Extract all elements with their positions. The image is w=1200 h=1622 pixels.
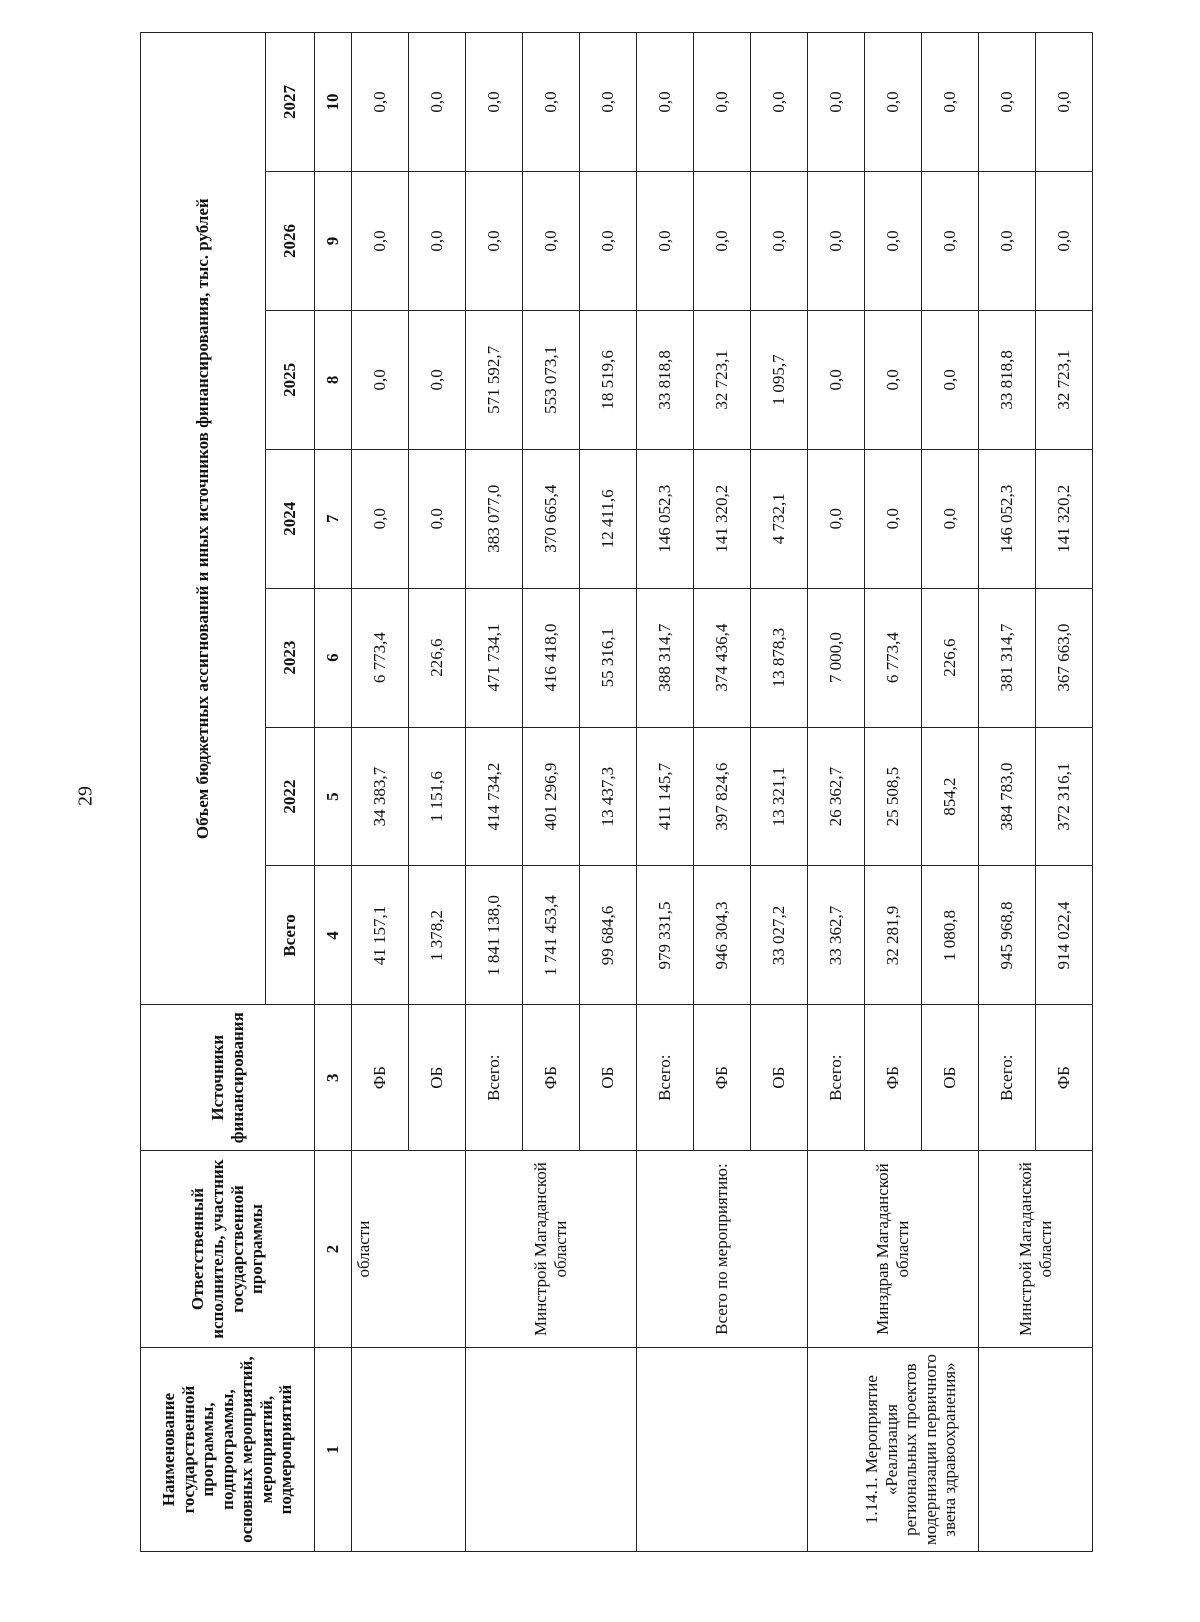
value-cell: 0,0 [922, 172, 979, 311]
value-cell: 55 316,1 [580, 588, 637, 727]
value-cell: 414 734,2 [466, 727, 523, 866]
page-number: 29 [74, 786, 97, 806]
value-cell: 0,0 [1036, 33, 1093, 172]
index-cell: 6 [315, 588, 352, 727]
value-cell: 0,0 [808, 33, 865, 172]
source-cell: Всего: [808, 1005, 865, 1151]
value-cell: 6 773,4 [865, 588, 922, 727]
measure-name-cell [352, 1348, 466, 1552]
value-cell: 141 320,2 [1036, 449, 1093, 588]
value-cell: 0,0 [466, 172, 523, 311]
value-cell: 1 741 453,4 [523, 866, 580, 1005]
value-cell: 25 508,5 [865, 727, 922, 866]
value-cell: 226,6 [922, 588, 979, 727]
value-cell: 0,0 [694, 33, 751, 172]
year-header: 2022 [266, 727, 315, 866]
col-source-header: Источники финансирования [141, 1005, 315, 1151]
value-cell: 397 824,6 [694, 727, 751, 866]
value-cell: 945 968,8 [979, 866, 1036, 1005]
value-cell: 0,0 [865, 33, 922, 172]
executor-cell: области [352, 1151, 466, 1348]
value-cell: 0,0 [922, 310, 979, 449]
value-cell: 854,2 [922, 727, 979, 866]
value-cell: 0,0 [352, 172, 409, 311]
value-cell: 141 320,2 [694, 449, 751, 588]
index-cell: 8 [315, 310, 352, 449]
rotated-table-wrapper [140, 32, 1074, 1552]
value-cell: 7 000,0 [808, 588, 865, 727]
value-cell: 1 080,8 [922, 866, 979, 1005]
value-cell: 0,0 [751, 172, 808, 311]
year-header: Всего [266, 866, 315, 1005]
value-cell: 0,0 [1036, 172, 1093, 311]
value-cell: 34 383,7 [352, 727, 409, 866]
index-cell: 3 [315, 1005, 352, 1151]
value-cell: 13 437,3 [580, 727, 637, 866]
index-cell: 4 [315, 866, 352, 1005]
executor-cell: Всего по мероприятию: [637, 1151, 808, 1348]
source-cell: ОБ [922, 1005, 979, 1151]
value-cell: 146 052,3 [979, 449, 1036, 588]
value-cell: 33 027,2 [751, 866, 808, 1005]
value-cell: 0,0 [808, 310, 865, 449]
value-cell: 0,0 [751, 33, 808, 172]
col-executor-header: Ответственный исполнитель, участник государственной программы [141, 1151, 315, 1348]
source-cell: ФБ [1036, 1005, 1093, 1151]
value-cell: 0,0 [694, 172, 751, 311]
executor-cell: Минстрой Магаданской области [979, 1151, 1093, 1348]
value-cell: 33 818,8 [979, 310, 1036, 449]
source-cell: Всего: [979, 1005, 1036, 1151]
value-cell: 0,0 [637, 172, 694, 311]
source-cell: Всего: [466, 1005, 523, 1151]
value-cell: 0,0 [808, 172, 865, 311]
value-cell: 1 841 138,0 [466, 866, 523, 1005]
year-header: 2027 [266, 33, 315, 172]
value-cell: 26 362,7 [808, 727, 865, 866]
table-row [979, 33, 1036, 1552]
value-cell: 226,6 [409, 588, 466, 727]
value-cell: 0,0 [865, 172, 922, 311]
executor-cell: Минстрой Магаданской области [466, 1151, 637, 1348]
value-cell: 914 022,4 [1036, 866, 1093, 1005]
value-cell: 0,0 [352, 449, 409, 588]
table-row [466, 33, 523, 1552]
table-row [352, 33, 409, 1552]
value-cell: 41 157,1 [352, 866, 409, 1005]
source-cell: ОБ [580, 1005, 637, 1151]
value-cell: 18 519,6 [580, 310, 637, 449]
value-cell: 0,0 [523, 172, 580, 311]
value-cell: 32 723,1 [694, 310, 751, 449]
value-cell: 388 314,7 [637, 588, 694, 727]
value-cell: 0,0 [580, 172, 637, 311]
value-cell: 979 331,5 [637, 866, 694, 1005]
value-cell: 33 818,8 [637, 310, 694, 449]
source-cell: ОБ [409, 1005, 466, 1151]
value-cell: 471 734,1 [466, 588, 523, 727]
value-cell: 946 304,3 [694, 866, 751, 1005]
value-cell: 146 052,3 [637, 449, 694, 588]
col-name-header: Наименование государственной программы, подпрограммы, основных мероприятий, мероприятий, подмероприятий [141, 1348, 315, 1552]
value-cell: 32 723,1 [1036, 310, 1093, 449]
table-body [352, 33, 1093, 1552]
measure-name-cell [637, 1348, 808, 1552]
year-header: 2026 [266, 172, 315, 311]
value-cell: 0,0 [409, 449, 466, 588]
value-cell: 0,0 [352, 310, 409, 449]
measure-name-cell [466, 1348, 637, 1552]
value-cell: 13 878,3 [751, 588, 808, 727]
value-cell: 0,0 [409, 172, 466, 311]
table-row [637, 33, 694, 1552]
value-cell: 372 316,1 [1036, 727, 1093, 866]
value-cell: 0,0 [409, 310, 466, 449]
value-cell: 12 411,6 [580, 449, 637, 588]
value-cell: 99 684,6 [580, 866, 637, 1005]
index-cell: 7 [315, 449, 352, 588]
value-cell: 0,0 [979, 33, 1036, 172]
source-cell: ФБ [865, 1005, 922, 1151]
value-cell: 383 077,0 [466, 449, 523, 588]
value-cell: 0,0 [808, 449, 865, 588]
index-cell: 9 [315, 172, 352, 311]
value-cell: 33 362,7 [808, 866, 865, 1005]
year-header: 2025 [266, 310, 315, 449]
value-cell: 0,0 [352, 33, 409, 172]
value-cell: 0,0 [466, 33, 523, 172]
value-cell: 0,0 [523, 33, 580, 172]
year-header: 2024 [266, 449, 315, 588]
source-cell: ФБ [352, 1005, 409, 1151]
index-cell: 5 [315, 727, 352, 866]
value-cell: 370 665,4 [523, 449, 580, 588]
value-cell: 0,0 [865, 449, 922, 588]
value-cell: 13 321,1 [751, 727, 808, 866]
value-cell: 553 073,1 [523, 310, 580, 449]
source-cell: ФБ [694, 1005, 751, 1151]
value-cell: 4 732,1 [751, 449, 808, 588]
value-cell: 0,0 [409, 33, 466, 172]
value-cell: 416 418,0 [523, 588, 580, 727]
value-cell: 0,0 [922, 449, 979, 588]
value-cell: 401 296,9 [523, 727, 580, 866]
financing-table [140, 32, 1093, 1552]
value-cell: 411 145,7 [637, 727, 694, 866]
value-cell: 0,0 [637, 33, 694, 172]
value-cell: 571 592,7 [466, 310, 523, 449]
value-cell: 374 436,4 [694, 588, 751, 727]
measure-name-cell: 1.14.1. Мероприятие «Реализация региональных проектов модернизации первичного звена здравоохранения» [808, 1348, 979, 1552]
value-cell: 1 378,2 [409, 866, 466, 1005]
value-cell: 367 663,0 [1036, 588, 1093, 727]
value-cell: 6 773,4 [352, 588, 409, 727]
source-cell: ФБ [523, 1005, 580, 1151]
financing-group-header: Объем бюджетных ассигнований и иных источников финансирования, тыс. рублей [141, 33, 266, 1005]
source-cell: ОБ [751, 1005, 808, 1151]
index-cell: 2 [315, 1151, 352, 1348]
index-cell: 10 [315, 33, 352, 172]
value-cell: 32 281,9 [865, 866, 922, 1005]
index-cell: 1 [315, 1348, 352, 1552]
value-cell: 0,0 [979, 172, 1036, 311]
value-cell: 381 314,7 [979, 588, 1036, 727]
table-row [808, 33, 865, 1552]
value-cell: 1 095,7 [751, 310, 808, 449]
value-cell: 0,0 [865, 310, 922, 449]
value-cell: 1 151,6 [409, 727, 466, 866]
source-cell: Всего: [637, 1005, 694, 1151]
executor-cell: Минздрав Магаданской области [808, 1151, 979, 1348]
value-cell: 384 783,0 [979, 727, 1036, 866]
measure-name-cell [979, 1348, 1093, 1552]
year-header: 2023 [266, 588, 315, 727]
value-cell: 0,0 [922, 33, 979, 172]
value-cell: 0,0 [580, 33, 637, 172]
